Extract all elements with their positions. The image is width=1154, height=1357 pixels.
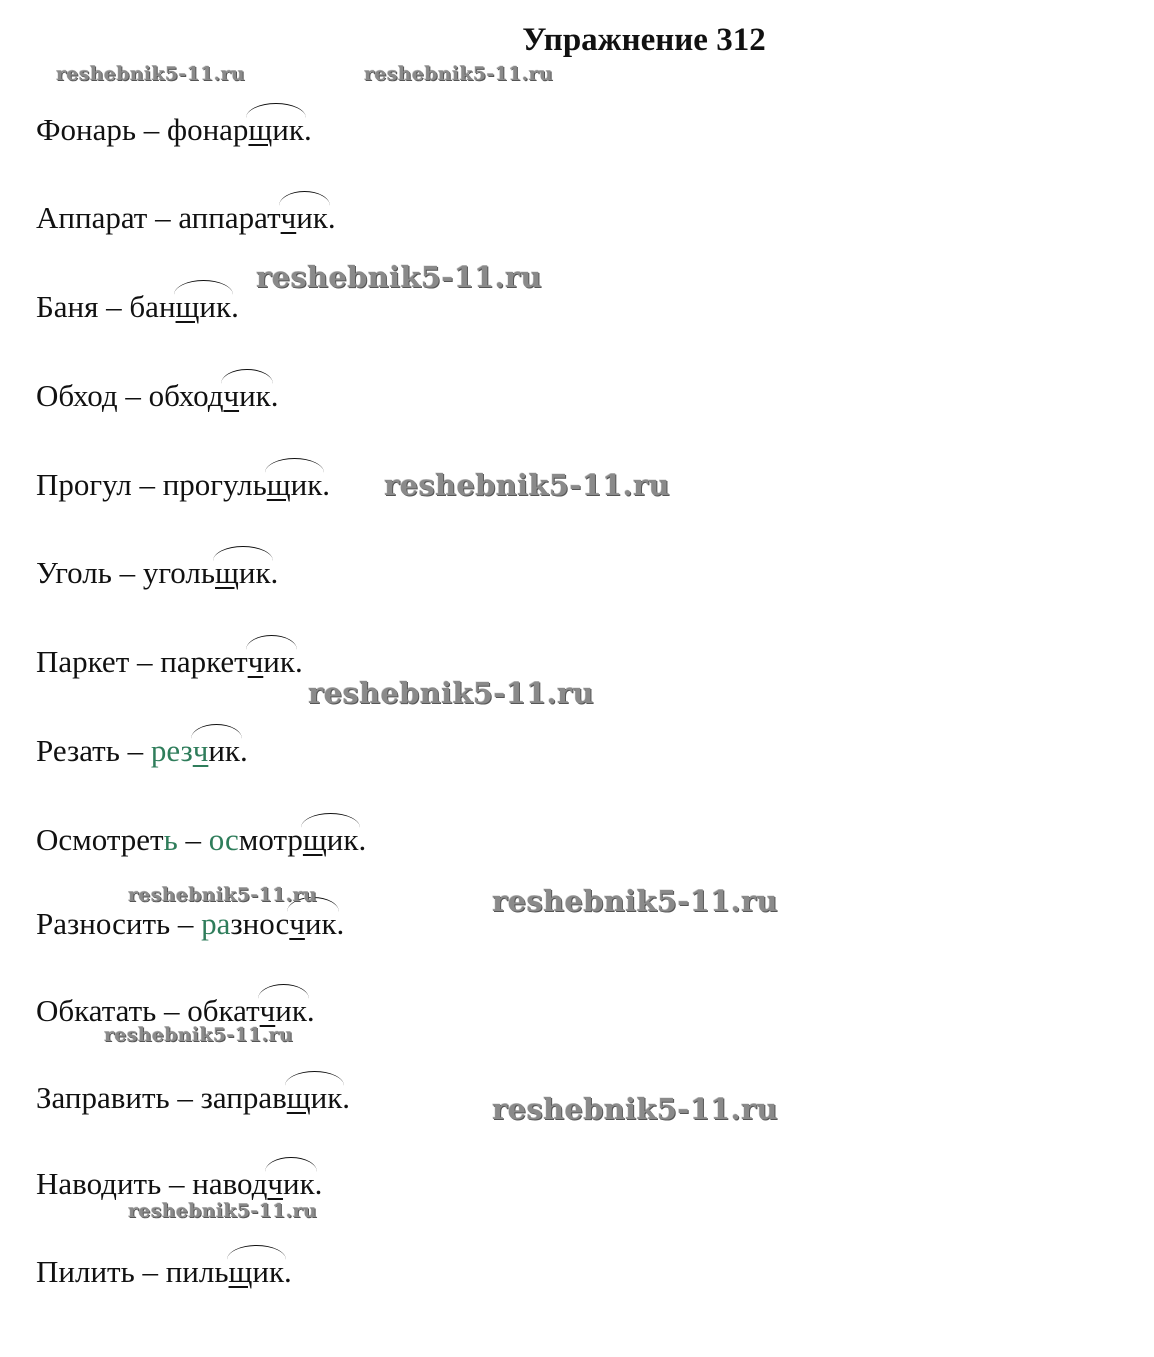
word-text: . (294, 644, 303, 679)
suffix-letters: ик (326, 822, 359, 857)
word-text: . (284, 1254, 292, 1289)
word-pair-row (36, 378, 278, 414)
suffix-arc (193, 733, 240, 769)
word-pair-row (36, 467, 330, 503)
word-text: – (177, 822, 209, 857)
suffix-arc (176, 289, 232, 325)
alternating-consonant: щ (215, 555, 239, 590)
word-text: . (327, 200, 336, 235)
word-text: . (336, 906, 345, 941)
suffix-letters: ик (272, 112, 304, 147)
word-text: знос (230, 906, 290, 941)
alternating-consonant: ч (247, 644, 264, 679)
word-text: Паркет – паркет (36, 644, 248, 679)
word-text: . (306, 993, 315, 1028)
suffix-arc (223, 378, 270, 414)
word-text: Аппарат – аппарат (36, 200, 281, 235)
page-title: Упражнение 312 (522, 22, 766, 58)
word-pair-row (36, 289, 239, 325)
word-text: . (231, 289, 239, 324)
word-text: Осмотрет (36, 822, 164, 857)
watermark: reshebnik5-11.ru (492, 1092, 778, 1126)
suffix-arc (229, 1254, 285, 1290)
watermark: reshebnik5-11.ru (56, 63, 245, 85)
watermark: reshebnik5-11.ru (104, 1024, 293, 1046)
suffix-letters: ик (310, 1080, 343, 1115)
word-pair-row (36, 200, 336, 236)
alternating-consonant: щ (228, 1254, 253, 1289)
suffix-letters: ик (275, 993, 307, 1028)
word-text: . (358, 822, 367, 857)
suffix-letters: ик (208, 733, 240, 768)
alternating-consonant: ч (289, 906, 305, 941)
word-pair-row (36, 906, 344, 942)
watermark: reshebnik5-11.ru (128, 1200, 317, 1222)
alternating-consonant: щ (248, 112, 273, 147)
watermark: reshebnik5-11.ru (308, 676, 594, 710)
word-text: ра (201, 906, 231, 941)
word-text: ь (163, 822, 178, 857)
word-text: Наводить – навод (36, 1166, 268, 1201)
suffix-letters: ик (304, 906, 337, 941)
word-text: . (314, 1166, 323, 1201)
word-text: . (303, 112, 312, 147)
word-pair-row (36, 1254, 292, 1290)
word-text: Обход – обход (36, 378, 224, 413)
suffix-arc (281, 200, 328, 236)
word-pair-row (36, 733, 248, 769)
watermark: reshebnik5-11.ru (128, 884, 317, 906)
alternating-consonant: ч (259, 993, 276, 1028)
word-text: мотр (238, 822, 303, 857)
word-pair-row (36, 1166, 322, 1202)
watermark: reshebnik5-11.ru (364, 63, 553, 85)
word-text: ос (208, 822, 239, 857)
word-text: . (270, 555, 279, 590)
suffix-letters: ик (296, 200, 328, 235)
alternating-consonant: ч (280, 200, 297, 235)
suffix-letters: ик (290, 467, 323, 502)
word-text: Обкатать – обкат (36, 993, 260, 1028)
word-pair-row (36, 555, 278, 591)
word-text: . (342, 1080, 351, 1115)
word-text: Пилить – пиль (36, 1254, 229, 1289)
word-text: . (240, 733, 248, 768)
alternating-consonant: щ (302, 822, 327, 857)
suffix-letters: ик (238, 555, 271, 590)
word-text: . (322, 467, 331, 502)
word-pair-row (36, 644, 303, 680)
watermark: reshebnik5-11.ru (256, 260, 542, 294)
word-pair-row (36, 112, 312, 148)
suffix-arc (303, 822, 359, 858)
suffix-arc (267, 1166, 314, 1202)
suffix-arc (248, 644, 295, 680)
alternating-consonant: щ (266, 467, 291, 502)
word-pair-row (36, 822, 366, 858)
word-text: рез (150, 733, 193, 768)
alternating-consonant: ч (192, 733, 209, 768)
suffix-letters: ик (239, 378, 271, 413)
suffix-letters: ик (252, 1254, 285, 1289)
word-text: Прогул – прогуль (36, 467, 267, 502)
word-text: Фонарь – фонар (36, 112, 249, 147)
alternating-consonant: ч (267, 1166, 283, 1201)
word-text: Разносить – (36, 906, 202, 941)
alternating-consonant: щ (286, 1080, 311, 1115)
suffix-arc (215, 555, 271, 591)
alternating-consonant: ч (223, 378, 240, 413)
suffix-letters: ик (263, 644, 295, 679)
word-text: Баня – бан (36, 289, 176, 324)
watermark: reshebnik5-11.ru (492, 884, 778, 918)
suffix-letters: ик (282, 1166, 315, 1201)
suffix-arc (267, 467, 323, 503)
word-text: Резать – (36, 733, 151, 768)
suffix-arc (287, 1080, 343, 1116)
word-text: Уголь – уголь (36, 555, 216, 590)
word-text: Заправить – заправ (36, 1080, 287, 1115)
suffix-arc (248, 112, 304, 148)
suffix-letters: ик (199, 289, 232, 324)
alternating-consonant: щ (175, 289, 200, 324)
word-text: . (270, 378, 279, 413)
word-pair-row (36, 1080, 350, 1116)
suffix-arc (289, 906, 336, 942)
watermark: reshebnik5-11.ru (384, 468, 670, 502)
